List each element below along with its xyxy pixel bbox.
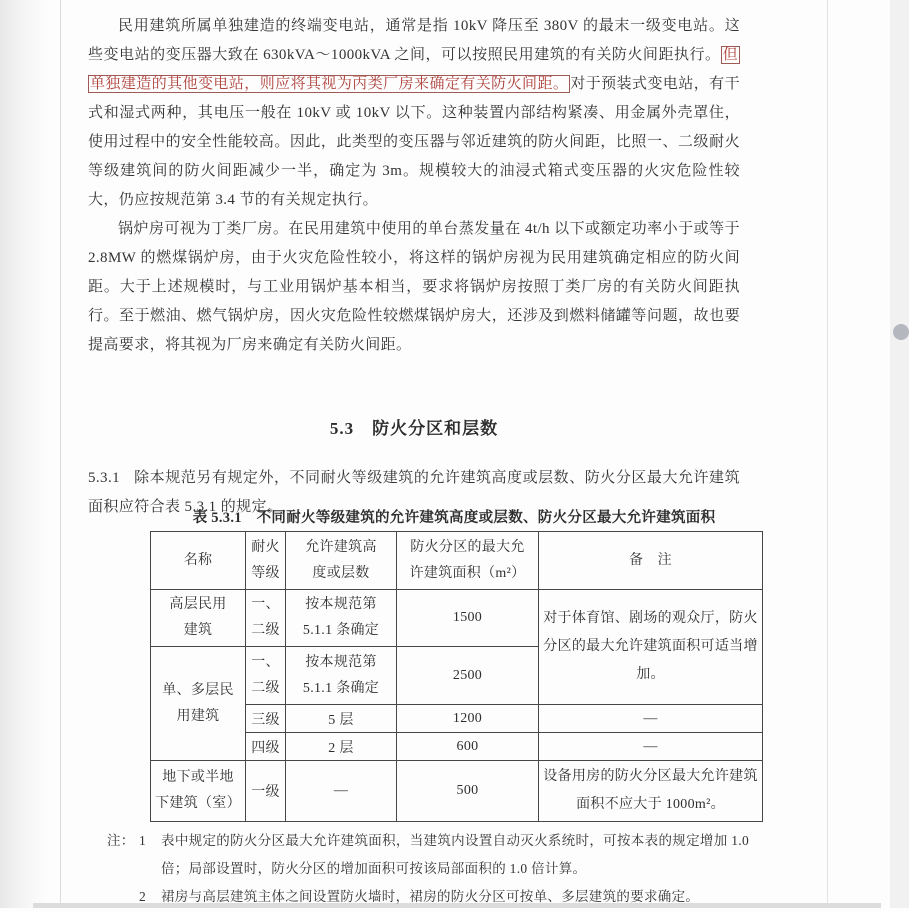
- cell-area: 2500: [397, 647, 539, 705]
- header-name: 名称: [151, 532, 246, 590]
- cell-height: —: [286, 761, 397, 822]
- cell-grade: 一级: [246, 761, 286, 822]
- cell-height: 2 层: [286, 733, 397, 761]
- cell-height: 按本规范第 5.1.1 条确定: [286, 647, 397, 705]
- note-item-2: [107, 883, 749, 911]
- note-number: 1: [139, 833, 147, 848]
- paragraph-substation-text-2: 对于预装式变电站，有干式和湿式两种，其电压一般在 10kV 或 10kV 以下。这种装置内部结构紧凑、用金属外壳罩住，使用过程中的安全性能较高。因此，此类型的变压器与邻近建筑的防火间距，比照一、二级耐火等级建筑间的防火间距减少一半，确定为 3m。规模较大的油浸式箱式变压器的火灾危险性较大，仍应按规范第 3.4 节的有关规定执行。: [88, 76, 741, 208]
- note-text: 表中规定的防火分区最大允许建筑面积，当建筑内设置自动灭火系统时，可按本表的规定增加 1.0 倍；局部设置时，防火分区的增加面积可按该局部面积的 1.0 倍计算。: [161, 833, 749, 876]
- note-item-1: [107, 827, 749, 883]
- table-row: [151, 761, 763, 822]
- body-text: [88, 12, 740, 360]
- table-title: 表 5.3.1 不同耐火等级建筑的允许建筑高度或层数、防火分区最大允许建筑面积: [192, 510, 716, 526]
- cell-area: 600: [397, 733, 539, 761]
- scrollbar-thumb[interactable]: [893, 324, 909, 340]
- paragraph-boiler-room: 锅炉房可视为丁类厂房。在民用建筑中使用的单台蒸发量在 4t/h 以下或额定功率小于或等于 2.8MW 的燃煤锅炉房，由于火灾危险性较小，将这样的锅炉房视为民用建筑确定相应的防火间距。大于上述规模时，与工业用锅炉基本相当，要求将锅炉房按照丁类厂房的有关防火间距执行。至于燃油、燃气锅炉房，因火灾危险性较燃煤锅炉房大，还涉及到燃料储罐等问题，故也要提高要求，将其视为厂房来确定有关防火间距。: [88, 221, 740, 353]
- header-max-compartment-area: 防火分区的最大允 许建筑面积（m²）: [397, 532, 539, 590]
- clause-number: 5.3.1: [88, 470, 120, 486]
- note-prefix: 注：: [107, 833, 135, 848]
- table-notes: [107, 827, 749, 911]
- cell-grade: 一、 二级: [246, 590, 286, 647]
- table-header-row: [151, 532, 763, 590]
- cell-height: 按本规范第 5.1.1 条确定: [286, 590, 397, 647]
- cell-area: 1500: [397, 590, 539, 647]
- header-fire-resistance-grade: 耐火 等级: [246, 532, 286, 590]
- cell-grade: 三级: [246, 705, 286, 733]
- note-number: 2: [139, 889, 147, 904]
- section-heading: 5.3 防火分区和层数: [329, 419, 499, 438]
- cell-grade: 四级: [246, 733, 286, 761]
- cell-remark-dash: —: [539, 733, 763, 761]
- cell-name-single-multi-storey: 单、多层民 用建筑: [151, 647, 246, 761]
- note-text: 裙房与高层建筑主体之间设置防火墙时，裙房的防火分区可按单、多层建筑的要求确定。: [161, 889, 700, 904]
- header-allowed-height-or-storeys: 允许建筑高 度或层数: [286, 532, 397, 590]
- cell-area: 500: [397, 761, 539, 822]
- cell-height: 5 层: [286, 705, 397, 733]
- red-boxed-annotation: 但单独建造的其他变电站，则应将其视为丙类厂房来确定有关防火间距。: [90, 47, 738, 92]
- cell-area: 1200: [397, 705, 539, 733]
- paragraph-substation: [88, 12, 740, 215]
- cell-remark-dash: —: [539, 705, 763, 733]
- cell-remark-auditorium: 对于体育馆、剧场的观众厅，防火分区的最大允许建筑面积可适当增加。: [539, 590, 763, 705]
- page-right-edge-line: [827, 0, 828, 908]
- header-remark: 备 注: [539, 532, 763, 590]
- scrollbar-track[interactable]: [890, 0, 909, 908]
- fire-compartment-table: [150, 531, 763, 822]
- cell-grade: 一、 二级: [246, 647, 286, 705]
- clause-text: 除本规范另有规定外，不同耐火等级建筑的允许建筑高度或层数、防火分区最大允许建筑面积应符合表 5.3.1 的规定。: [88, 470, 740, 515]
- note-prefix-spacer: [107, 883, 139, 911]
- cell-name-highrise: 高层民用 建筑: [151, 590, 246, 647]
- cell-name-underground: 地下或半地 下建筑（室）: [151, 761, 246, 822]
- table-row: [151, 590, 763, 647]
- page-left-shadow: [0, 0, 61, 908]
- cell-remark-equipment-room: 设备用房的防火分区最大允许建筑面积不应大于 1000m²。: [539, 761, 763, 822]
- paragraph-substation-text-1: 民用建筑所属单独建造的终端变电站，通常是指 10kV 降压至 380V 的最末一级变电站。这些变电站的变压器大致在 630kVA～1000kVA 之间，可以按照民用建筑的有关防火间距执行。: [88, 18, 740, 63]
